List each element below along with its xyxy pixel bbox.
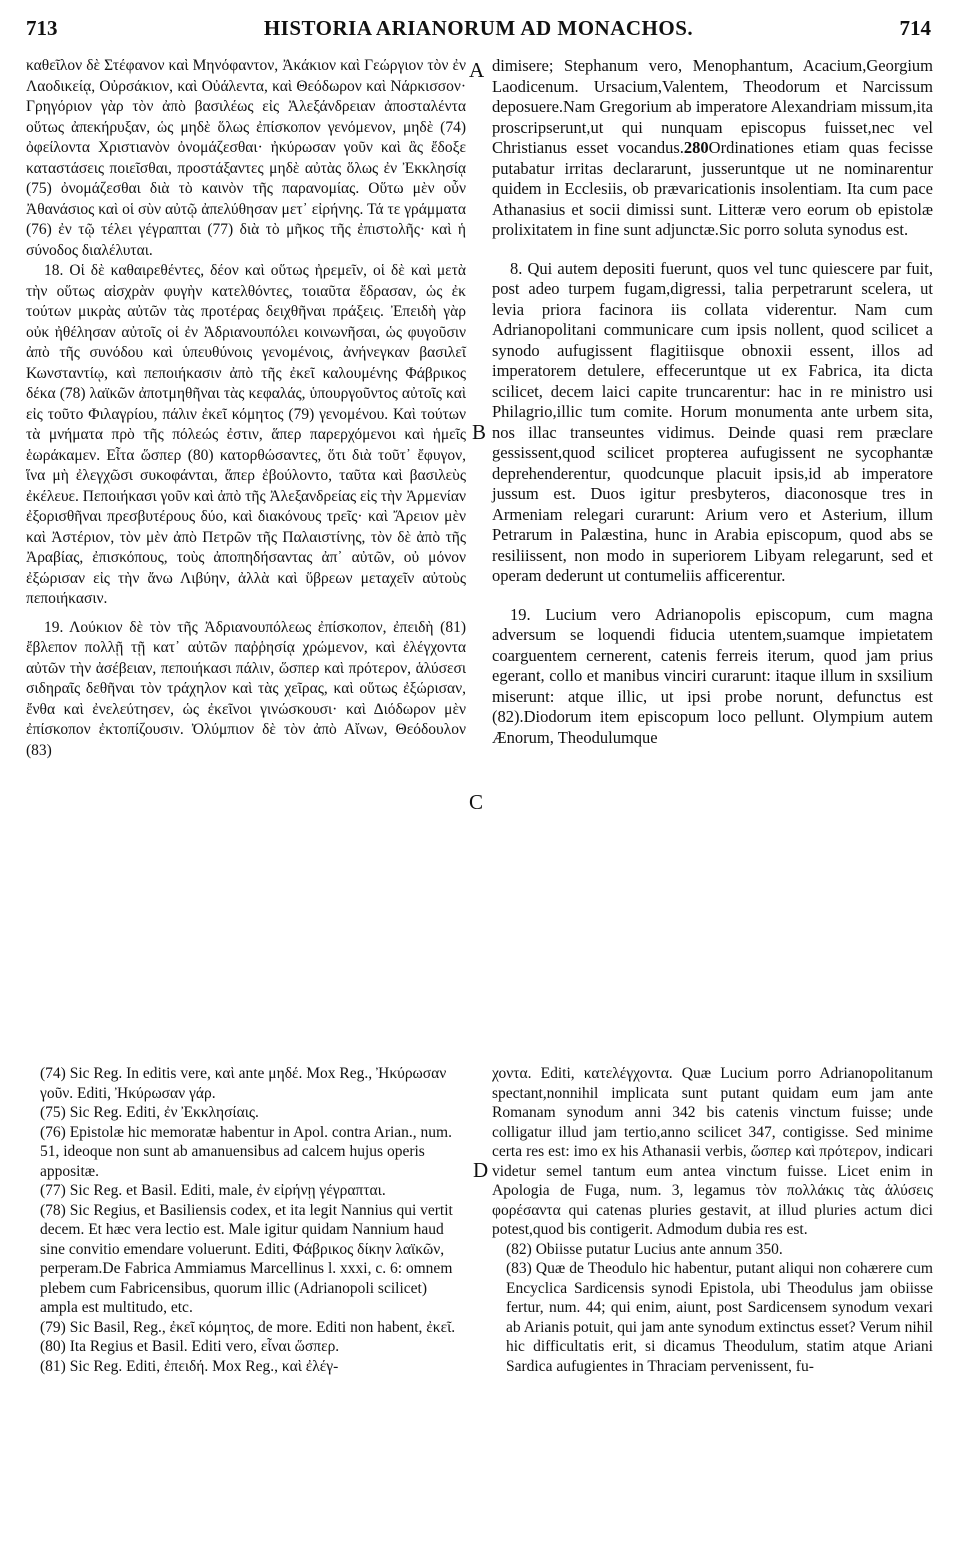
footnote: (74) Sic Reg. In editis vere, καὶ ante μηδέ. Mox Reg., Ἠκύρωσαν γοῦν. Editi, Ἠκύρωσαν γάρ.	[40, 1065, 447, 1102]
greek-paragraph-19: 19. Λούκιον δὲ τὸν τῆς Ἀδριανουπόλεως ἐπίσκοπον, ἐπειδὴ (81) ἔβλεπον πολλῇ τῇ κατ᾽ αὐτῶν παῤῥησίᾳ χρώμενον, καὶ ἐλέγχοντα αὐτῶν τὴν ἀσέβειαν, πεποιήκασι πάλιν, ὥσπερ καὶ πρότερον, ἁλύσεσι σιδηραῖς δεθῆναι τὸν τράχηλον καὶ τὰς χεῖρας, καὶ οὕτως ἐξώρισαν, ἔνθα καὶ ἐνελεύτησεν, ὡς ἐκεῖνοι γινώσκουσι· καὶ Διόδωρον μὲν ἐπίσκοπον ἐκτοπίζουσιν. Ὀλύμπιον δὲ τὸν ἀπὸ Αἴνων, Θεόδουλον (83)	[26, 618, 466, 759]
margin-letter-d: D	[473, 1158, 489, 1182]
greek-paragraph-1: καθεῖλον δὲ Στέφανον καὶ Μηνόφαντον, Ἀκάκιον καὶ Γεώργιον τὸν ἐν Λαοδικείᾳ, Οὐρσάκιον, καὶ Οὐάλεντα, καὶ Θεόδωρον καὶ Νάρκισσον· Γρηγόριον γὰρ τὸν ἀπὸ βασιλέως εἰς Ἀλεξάνδρειαν ἀποσταλέντα οὕτως ἀπεκήρυξαν, ὡς μηδὲ ὅλως ἐπίσκοπον γενόμενον, μηδὲ (74) ὀφείλοντα Χριστιανὸν ὀνομάζεσθαι· ἠκύρωσαν γοῦν καὶ ἃς ἔδοξε καταστάσεις ποιεῖσθαι, προστάξαντες μηδὲ αὐτὰς ὅλως ἐν Ἐκκλησίᾳ (75) ὀνομάζεσθαι διὰ τὸ καινὸν τῆς παρανομίας. Οὕτω μὲν οὖν Ἀθανάσιος καὶ οἱ σὺν αὐτῷ ἀπελύθησαν μετ᾽ εἰρήνης. Τά τε γράμματα (76) ἐν τῷ τέλει γέγραπται (77) διὰ τὸ μῆκος τῆς ἐπιστολῆς· καὶ ἡ σύνοδος διαλέλυται.	[26, 57, 466, 259]
footnote: (82) Obiisse putatur Lucius ante annum 350.	[506, 1240, 783, 1258]
latin-paragraph-1-start: dimisere; Stephanum vero, Menophantum, Acacium,Georgium Laodicenum. Ursacium,Valentem, Theodorum et Narcissum deposuere.Nam Gregorium ab imperatore Alexandriam missum,ita proscripserunt,ut qui nunquam episcopus fuisset,nec vel Christianus esset vocandus.	[492, 56, 933, 157]
footnote: (78) Sic Regius, et Basiliensis codex, et ita legit Nannius qui vertit decem. Et hæc vera lectio est. Male igitur quidam Nannium haud sine convitio emendare voluerunt. Editi, Φάβρικος δίκην λαϊκῶν, perperam.De Fabrica Ammiamus Marcellinus l. xxxi, c. 6: omnem plebem cum Fabricensibus, quorum illic (Adrianopoli scilicet) ampla est multitudo, etc.	[40, 1201, 453, 1316]
running-title: HISTORIA ARIANORUM AD MONACHOS.	[263, 16, 694, 40]
greek-column	[26, 56, 466, 761]
latin-column	[492, 56, 933, 748]
margin-letter-b: B	[472, 420, 487, 444]
footnotes-right	[492, 1064, 933, 1376]
running-header	[26, 16, 931, 42]
margin-letter-a: A	[469, 58, 485, 82]
latin-paragraph-19: 19. Lucium vero Adrianopolis episcopum, cum magna adversum se loquendi fiducia utentem,suamque impietatem coarguentem cernerent, catenis ferreis iterum, quod jam prius egerant, collo et manibus vinciri curarunt: itaque illum in sxsilium miserunt: atque illic, ut ipsi probe norunt, defunctus est (82).Diodorum item episcopum loco pellunt. Olympium autem Ænorum, Theodulumque	[492, 604, 933, 747]
page-number-right: 714	[899, 16, 931, 40]
footnote-continuation: χοντα. Editi, κατελέγχοντα. Quæ Lucium porro Adrianopolitanum spectant,nonnihil implicata sunt putant quidam eum jam ante Romanam synodum anni 342 bis catenis vinctum fuisse; unde colligatur illud jam tertio,anno scilicet 347, contigisse. Sed minime certa res est: imo ex his Athanasii verbis, ὥσπερ καὶ πρότερον, indicari videtur semel tantum eum antea vinctum fuisse. Licet enim in Apologia de Fuga, num. 3, legamus τὸν πολλάκις τὰς ἁλύσεις φορέσαντα qui catenas pluries gestavit, at illud pluries actum dici potest,quod bis contigerit. Admodum dubia res est.	[492, 1065, 933, 1238]
footnote: (76) Epistolæ hic memoratæ habentur in Apol. contra Arian., num. 51, ideoque non sunt ab amanuensibus ad calcem hujus operis appositæ.	[40, 1123, 452, 1180]
footnote: (75) Sic Reg. Editi, ἐν Ἐκκλησίαις.	[40, 1104, 259, 1121]
latin-paragraph-1-end: Ordinationes etiam quas fecisse putabatur irritas declararunt, jusseruntque ut ne nominarentur quidem in Ecclesiis, ob prævaricationis insolentiam. Ita cum pace Athanasius et socii dimissi sunt. Litteræ vero eorum ob epistolæ prolixitatem in fine sunt adjunctæ.Sic porro soluta synodus est.	[492, 138, 933, 239]
margin-letter-c: C	[469, 790, 484, 814]
latin-paragraph-8: 8. Qui autem depositi fuerunt, quos vel tunc quiescere par fuit, post adeo turpem fugam,digressi, talia perpetrarunt scelera, ut levia priora facinora iis collata viderentur. Nam cum Adrianopolitani communicare cum ipsis nollent, quod scilicet a synodo aufugissent flagitiisque obnoxii essent, illos ad imperatorem detulere, effeceruntque ut ex Fabrica, ita dicta scilicet, decem laici capite truncarentur: hac in re ministro usi Philagrio,illic tum comite. Horum monumenta ante urbem sita, nos illac transeuntes vidimus. Deinde quasi rem præclare gessissent,quod scilicet propterea aufugissent ne sycophantæ deprehenderentur, quodcunque placuit ipsis,id ab imperatore jussum est. Duos igitur presbyteros, diaconosque tres in Armeniam relegari curarunt: Arium vero et Asterium, illum Petrarum in Palæstina, hunc in Arabia episcopum, quod abs se resiliissent, non modo in superiorem Libyam relegarunt, sed et operam dederunt ut contumeliis afficerentur.	[492, 258, 933, 585]
footnote: (80) Ita Regius et Basil. Editi vero, εἶναι ὥσπερ.	[40, 1338, 340, 1355]
page-number-left: 713	[26, 16, 58, 40]
latin-paragraph-1	[492, 56, 933, 241]
footnote: (83) Quæ de Theodulo hic habentur, putant aliqui non cohærere cum Encyclica Sardicensis synodi Epistola, ubi Theodulus jam obiisse fertur, num. 44; qui enim, aiunt, post Sardicensem synodum vexari ab Arianis potuit, qui jam ante synodum extinctus esset? Verum nihil hic difficultatis erit, si dicamus Theodulum, statim atque Ariani Sardica aufugientes in Thraciam pervenissent, fu-	[506, 1260, 933, 1375]
footnotes-left	[26, 1064, 466, 1376]
footnote: (81) Sic Reg. Editi, ἐπειδή. Mox Reg., καὶ ἐλέγ-	[40, 1357, 339, 1375]
greek-paragraph-18: 18. Οἱ δὲ καθαιρεθέντες, δέον καὶ οὕτως ἠρεμεῖν, οἱ δὲ καὶ μετὰ τὴν οὕτως αἰσχρὰν φυγὴν κατελθόντες, τοιαῦτα ἔδρασαν, ὡς ἐκ τούτων μικρὰς αὐτῶν τὰς προτέρας δειχθῆναι πράξεις. Ἐπειδὴ γὰρ οὐκ ἠθέλησαν αὐτοῖς οἱ ἐν Ἀδριανουπόλει κοινωνῆσαι, ὡς φυγοῦσιν ἀπὸ τῆς συνόδου καὶ ὑπευθύνοις γενομένοις, ἀνήνεγκαν βασιλεῖ Κωνσταντίῳ, καὶ πεποιήκασιν ἀπὸ τῆς ἐκεῖ καλουμένης Φάβρικος δέκα (78) λαϊκῶν ἀποτμηθῆναι τὰς κεφαλάς, ὑπουργοῦντος αὐτοῖς καὶ εἰς τοῦτο Φιλαγρίου, πάλιν ἐκεῖ κόμητος (79) γενομένου. Καὶ τούτων τὰ μνήματα πρὸ τῆς πόλεώς ἐστιν, ἅπερ παρερχόμενοι καὶ ἡμεῖς ἑωράκαμεν. Εἶτα ὥσπερ (80) κατορθώσαντες, ὅτι διὰ τοῦτ᾽ ἔφυγον, ἵνα μὴ ἐλεγχῶσι συκοφάνται, ἅπερ ἐβούλοντο, ταῦτα καὶ βασιλεὺς ἐκέλευε. Πεποιήκασι γοῦν καὶ ἀπὸ τῆς Ἀλεξανδρείας εἰς τὴν Ἀρμενίαν ἐξορισθῆναι πρεσβυτέρους δύο, καὶ διακόνους τρεῖς· καὶ Ἄρειον μὲν καὶ Ἀστέριον, τὸν μὲν ἀπὸ Πετρῶν τῆς Παλαιστίνης, τὸν δὲ ἀπὸ τῆς Ἀραβίας, ἐπισκόπους, τοὺς ἀποπηδήσαντας ἀπ᾽ αὐτῶν, οὐ μόνον ἐξώρισαν εἰς τὴν ἄνω Λιβύην, ἀλλὰ καὶ ὕβρεων μεταχεῖν αὐτοὺς πεποιήκασιν.	[26, 262, 466, 607]
footnote: (77) Sic Reg. et Basil. Editi, male, ἐν εἰρήνῃ γέγραπται.	[40, 1182, 386, 1199]
footnote: (79) Sic Basil, Reg., ἐκεῖ κόμητος, de more. Editi non habent, ἐκεῖ.	[40, 1318, 456, 1336]
column-number: 280	[683, 138, 709, 157]
